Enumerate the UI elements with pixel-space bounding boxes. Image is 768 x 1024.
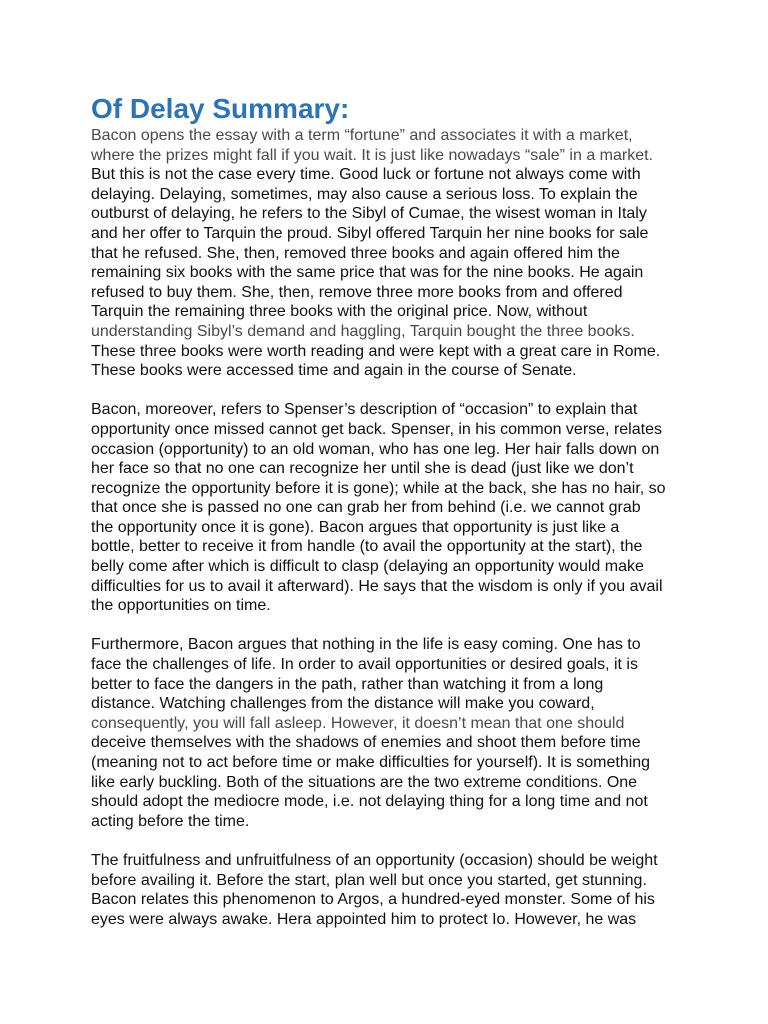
text-line: These books were accessed time and again in the course of Senate. <box>91 362 577 380</box>
text-line: (meaning not to act before time or make difficulties for yourself). It is something <box>91 754 651 771</box>
text-line: Bacon, moreover, refers to Spenser’s description of “occasion” to explain that <box>91 401 638 419</box>
text-line: eyes were always awake. Hera appointed him to protect Io. However, he was <box>91 910 637 928</box>
text-line: delaying. Delaying, sometimes, may also cause a serious loss. To explain the <box>91 185 638 203</box>
paragraph-2 <box>91 400 691 616</box>
text-line: the opportunities on time. <box>91 597 271 615</box>
text-line: Bacon opens the essay with a term “fortune” and associates it with a market, <box>91 127 633 144</box>
paragraph-1 <box>91 126 691 381</box>
text-line: Furthermore, Bacon argues that nothing in the life is easy coming. One has to <box>91 636 641 654</box>
text-line: deceive themselves with the shadows of enemies and shoot them before time <box>91 734 641 752</box>
document-title: Of Delay Summary: <box>91 93 350 124</box>
text-line: The fruitfulness and unfruitfulness of an opportunity (occasion) should be weight <box>91 851 658 869</box>
paragraph-4 <box>91 851 691 929</box>
text-line: understanding Sibyl’s demand and haggling, Tarquin bought the three books. <box>91 322 635 340</box>
text-line: refused to buy them. She, then, remove three more books from and offered <box>91 283 623 301</box>
text-line: where the prizes might fall if you wait. It is just like nowadays “sale” in a market. <box>91 146 653 164</box>
text-line: occasion (opportunity) to an old woman, who has one leg. Her hair falls down on <box>91 440 660 458</box>
text-line: distance. Watching challenges from the distance will make you coward, <box>91 695 595 713</box>
text-line: bottle, better to receive it from handle (to avail the opportunity at the start), the <box>91 538 643 556</box>
text-line: But this is not the case every time. Good luck or fortune not always come with <box>91 166 641 184</box>
text-line: the opportunity once it is gone). Bacon argues that opportunity is just like a <box>91 518 620 536</box>
text-line: her face so that no one can recognize her until she is dead (just like we don’t <box>91 460 634 478</box>
text-line: face the challenges of life. In order to avail opportunities or desired goals, it is <box>91 656 638 674</box>
text-line: difficulties for us to avail it afterward). He says that the wisdom is only if you avail <box>91 577 663 595</box>
text-line: recognize the opportunity before it is gone); while at the back, she has no hair, so <box>91 479 666 497</box>
text-line: Bacon relates this phenomenon to Argos, a hundred-eyed monster. Some of his <box>91 891 655 909</box>
text-line: that he refused. She, then, removed three books and again offered him the <box>91 244 620 262</box>
text-line: before availing it. Before the start, plan well but once you started, get stunning. <box>91 871 647 889</box>
text-line: should adopt the mediocre mode, i.e. not delaying thing for a long time and not <box>91 793 648 811</box>
text-line: belly come after which is difficult to clasp (delaying an opportunity would make <box>91 558 644 576</box>
text-line: opportunity once missed cannot get back. Spenser, in his common verse, relates <box>91 420 662 438</box>
text-line: remaining six books with the same price that was for the nine books. He again <box>91 264 644 282</box>
text-line: These three books were worth reading and were kept with a great care in Rome. <box>91 342 661 360</box>
text-line: Tarquin the remaining three books with the original price. Now, without <box>91 303 588 321</box>
paragraph-3 <box>91 635 691 831</box>
text-line: outburst of delaying, he refers to the Sibyl of Cumae, the wisest woman in Italy <box>91 205 647 223</box>
text-line: consequently, you will fall asleep. However, it doesn’t mean that one should <box>91 714 625 732</box>
text-line: and her offer to Tarquin the proud. Sibyl offered Tarquin her nine books for sale <box>91 224 649 242</box>
text-line: better to face the dangers in the path, rather than watching it from a long <box>91 675 604 693</box>
text-line: like early buckling. Both of the situations are the two extreme conditions. One <box>91 773 638 791</box>
text-line: acting before the time. <box>91 812 250 830</box>
text-line: that once she is passed no one can grab her from behind (i.e. we cannot grab <box>91 499 641 517</box>
document-body <box>91 126 691 949</box>
